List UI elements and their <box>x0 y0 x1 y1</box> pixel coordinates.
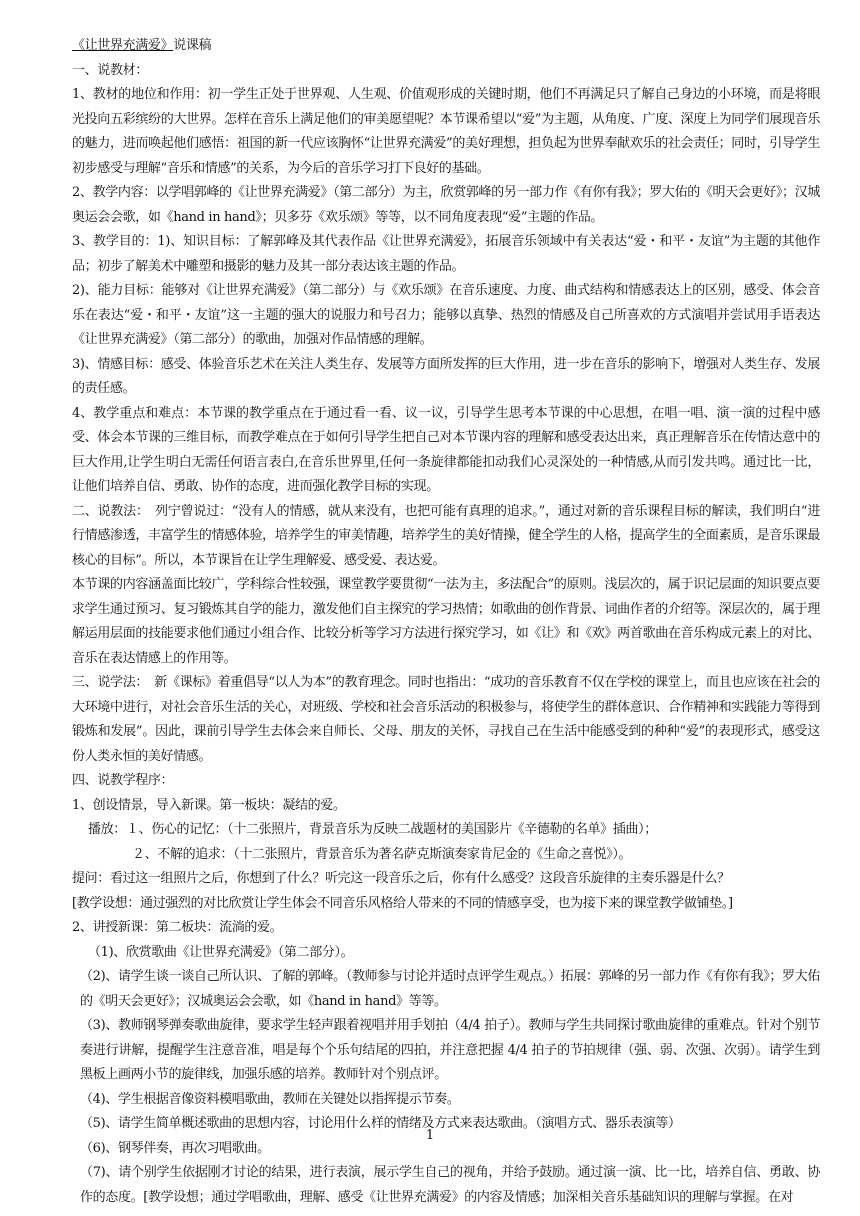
page-number: 1 <box>425 1128 435 1143</box>
section-heading-4: 四、说教学程序： <box>72 773 174 788</box>
paragraph-indented: （1)、欣赏歌曲《让世界充满爱》（第二部分）。 <box>88 944 354 960</box>
paragraph: （5)、请学生简单概述歌曲的思想内容，讨论用什么样的情绪及方式来表达歌曲。（演唱方式、器乐表演等） <box>80 1116 681 1131</box>
document-title: 《让世界充满爱》 <box>72 38 174 53</box>
paragraph: 3、教学目的：1)、知识目标：了解郭峰及其代表作品《让世界充满爱》，拓展音乐领域中有关表达“爱・和平・友谊”为主题的其他作品；初步了解美术中雕塑和摄影的魅力及其一部分表达该主题的作品。 <box>72 234 820 274</box>
paragraph: 1、教材的地位和作用：初一学生正处于世界观、人生观、价值观形成的关键时期，他们不再满足只了解自己身边的小环境，而是将眼光投向五彩缤纷的大世界。怎样在音乐上满足他们的审美愿望呢？本节课希望以“爱”为主题，从角度、广度、深度上为同学们展现音乐的魅力，进而唤起他们感悟：祖国的新一代应该胸怀“让世界充满爱”的美好理想，担负起为世界奉献欢乐的社会责任；同时，引导学生初步感受与理解“音乐和情感”的关系，为今后的音乐学习打下良好的基础。 <box>72 87 820 176</box>
paragraph-indented: ２、不解的追求：（十二张照片，背景音乐为著名萨克斯演奏家肯尼金的《生命之喜悦》）。 <box>132 846 632 862</box>
paragraph: （3)、教师钢琴弹奏歌曲旋律，要求学生轻声跟着视唱并用手划拍（4/4 拍子）。教师与学生共同探讨歌曲旋律的重难点。针对个别节奏进行讲解，提醒学生注意音准，唱是每个个乐句结尾的四拍，并注意把握 4/4 拍子的节拍规律（强、弱、次强、次弱）。请学生到黑板上画两小节的旋律线，加强乐感的培养。教师针对个别点评。 <box>80 1018 820 1082</box>
document-title-suffix: 说课稿 <box>173 38 212 53</box>
section-heading-3: 三、说学法： 新《课标》着重倡导“以人为本”的教育理念。同时也指出：“成功的音乐教育不仅在学校的课堂上，而且也应该在社会的大环境中进行，对社会音乐生活的关心，对班级、学校和社会音乐活动的积极参与，将使学生的群体意识、合作精神和实践能力等得到锻炼和发展”。因此，课前引导学生去体会来自师长、父母、朋友的关怀，寻找自己在生活中能感受到的种种“爱”的表现形式，感受这份人类永恒的美好情感。 <box>72 675 820 764</box>
paragraph: 提问：看过这一组照片之后，你想到了什么？听完这一段音乐之后，你有什么感受？这段音乐旋律的主奏乐器是什么？ <box>72 871 730 886</box>
document-title-line <box>72 34 820 59</box>
paragraph: 4、教学重点和难点：本节课的教学重点在于通过看一看、议一议，引导学生思考本节课的中心思想，在唱一唱、演一演的过程中感受、体会本节课的三维目标，而教学难点在于如何引导学生把自己对本节课内容的理解和感受表达出来，真正理解音乐在传情达意中的巨大作用,让学生明白无需任何语言表白,在音乐世界里,任何一条旋律都能扣动我们心灵深处的一种情感,从而引发共鸣。通过比一比，让他们培养自信、勇敢、协作的态度，进而强化教学目标的实现。 <box>72 405 820 494</box>
section-heading-1: 一、说教材： <box>72 62 148 78</box>
paragraph: （6)、钢琴伴奏，再次习唱歌曲。 <box>80 1140 270 1156</box>
paragraph-indented: 播放：１、伤心的记忆：（十二张照片，背景音乐为反映二战题材的美国影片《辛德勒的名单》插曲）； <box>88 822 657 837</box>
paragraph: （4)、学生根据音像资料模唱歌曲，教师在关键处以指挥提示节奏。 <box>80 1091 460 1107</box>
paragraph: 1、创设情景，导入新课。第一板块：凝结的爱。 <box>72 797 346 813</box>
paragraph: 2、教学内容：以学唱郭峰的《让世界充满爱》（第二部分）为主，欣赏郭峰的另一部力作《有你有我》；罗大佑的《明天会更好》；汉城奥运会会歌，如《hand in hand》；贝多芬《欢乐颂》等等，以不同角度表现“爱”主题的作品。 <box>72 185 820 225</box>
paragraph: （7)、请个别学生依据刚才讨论的结果，进行表演，展示学生自己的视角，并给予鼓励。通过演一演、比一比，培养自信、勇敢、协作的态度。[教学设想；通过学唱歌曲，理解、感受《让世界充满爱》的内容及情感；加深相关音乐基础知识的理解与掌握。在对 <box>80 1165 820 1205</box>
paragraph: 2)、能力目标：能够对《让世界充满爱》（第二部分）与《欢乐颂》在音乐速度、力度、曲式结构和情感表达上的区别，感受、体会音乐在表达“爱・和平・友谊”这一主题的强大的说服力和号召力；能够以真挚、热烈的情感及自己所喜欢的方式演唱并尝试用手语表达《让世界充满爱》（第二部分）的歌曲，加强对作品情感的理解。 <box>72 283 820 347</box>
paragraph: （2)、请学生谈一谈自己所认识、了解的郭峰。（教师参与讨论并适时点评学生观点。）拓展：郭峰的另一部力作《有你有我》；罗大佑的《明天会更好》；汉城奥运会会歌，如《hand in hand》等等。 <box>80 969 820 1009</box>
document-body <box>72 34 820 1210</box>
teaching-note: [教学设想：通过强烈的对比欣赏让学生体会不同音乐风格给人带来的不同的情感享受，也为接下来的课堂教学做铺垫。] <box>72 895 733 911</box>
paragraph: 2、讲授新课：第二板块：流淌的爱。 <box>72 920 283 935</box>
paragraph: 本节课的内容涵盖面比较广，学科综合性较强，课堂教学要贯彻“一法为主，多法配合”的原则。浅层次的，属于识记层面的知识要点要求学生通过预习、复习锻炼其自学的能力，激发他们自主探究的学习热情；如歌曲的创作背景、词曲作者的介绍等。深层次的，属于理解运用层面的技能要求他们通过小组合作、比较分析等学习方法进行探究学习，如《让》和《欢》两首歌曲在音乐构成元素上的对比、音乐在表达情感上的作用等。 <box>72 577 820 666</box>
section-heading-2: 二、说教法： 列宁曾说过：“没有人的情感，就从来没有，也把可能有真理的追求。”，通过对新的音乐课程目标的解读，我们明白“进行情感渗透，丰富学生的情感体验，培养学生的审美情趣，培养学生的美好情操，健全学生的人格，提高学生的全面素质，是音乐课最核心的目标”。所以，本节课旨在让学生理解爱、感受爱、表达爱。 <box>72 503 820 568</box>
paragraph: 3)、情感目标：感受、体验音乐艺术在关注人类生存、发展等方面所发挥的巨大作用，进一步在音乐的影响下，增强对人类生存、发展的责任感。 <box>72 356 820 396</box>
